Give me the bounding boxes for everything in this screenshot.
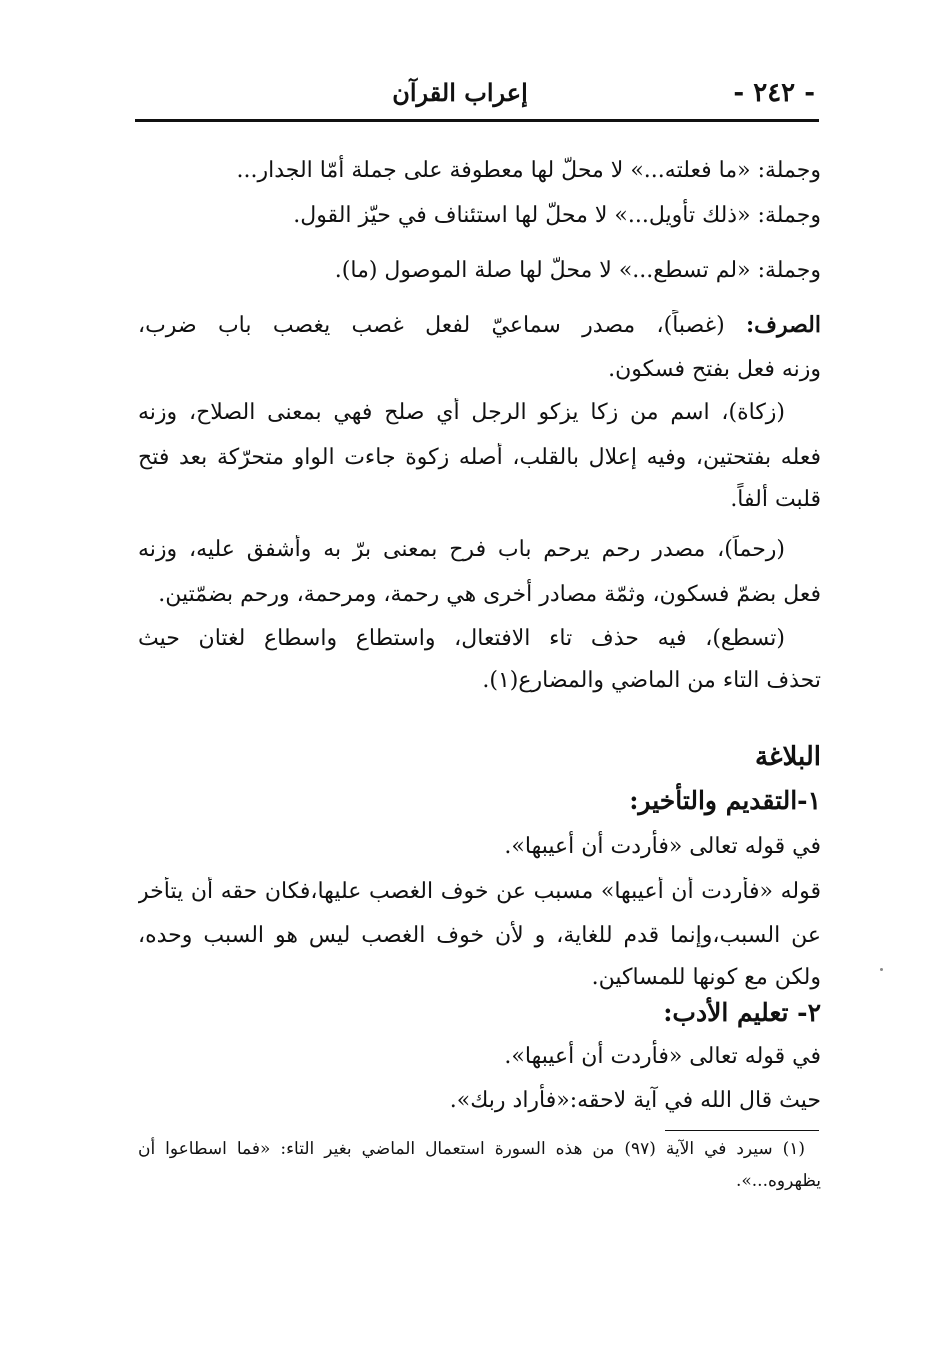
book-title: إعراب القرآن <box>392 78 528 107</box>
footnote-line-2: يظهروه...». <box>735 1171 821 1191</box>
s2-line-2: حيث قال الله في آية لاحقه:«فأراد ربك». <box>449 1088 821 1113</box>
s1-line-2: قوله «فأردت أن أعيبها» مسبب عن خوف الغصب عليها،فكان حقه أن يتأخر <box>138 879 821 904</box>
footnote-line-1: (١) سيرد في الآية (٩٧) من هذه السورة استعمال الماضي بغير التاء: «فما اسطاعوا أن <box>138 1139 805 1159</box>
s2-line-1: في قوله تعالى «فأردت أن أعيبها». <box>504 1044 821 1069</box>
line-5: وزنه فعل بفتح فسكون. <box>608 357 821 382</box>
sarf-text: (غصباً)، مصدر سماعيّ لفعل غصب يغصب باب ضرب، <box>138 313 725 338</box>
line-7: فعله بفتحتين، وفيه إعلال بالقلب، أصله زكوة جاءت الواو متحرّكة بعد فتح <box>138 445 821 470</box>
line-2: وجملة: «ذلك تأويل...» لا محلّ لها استئناف في حيّز القول. <box>293 203 821 228</box>
sarf-label: الصرف: <box>746 312 821 338</box>
s1-line-3: عن السبب،وإنما قدم للغاية، و لأن خوف الغصب ليس هو السبب وحده، <box>138 923 821 948</box>
page-number: - ٢٤٢ - <box>733 78 815 108</box>
line-11: (تسطع)، فيه حذف تاء الافتعال، واستطاع واسطاع لغتان حيث <box>138 626 785 651</box>
line-8: قلبت ألفاً. <box>730 487 821 512</box>
sarf-line <box>138 310 821 340</box>
s1-line-4: ولكن مع كونها للمساكين. <box>591 965 821 990</box>
line-12: تحذف التاء من الماضي والمضارع(١). <box>482 668 821 693</box>
header-rule <box>135 119 819 122</box>
footnote-rule <box>665 1130 819 1131</box>
scan-speck <box>880 968 883 971</box>
balagha-title: البلاغة <box>754 742 821 772</box>
line-10: فعل بضمّ فسكون، وثمّة مصادر أخرى هي رحمة، ومرحمة، ورحم بضمّتين. <box>158 582 821 607</box>
line-6: (زكاة)، اسم من زكا يزكو الرجل أي صلح فهي بمعنى الصلاح، وزنه <box>138 400 785 425</box>
section-1-heading: ١-التقديم والتأخير: <box>629 786 821 815</box>
section-2-heading: ٢- تعليم الأدب: <box>663 998 821 1027</box>
line-9: (رحماً)، مصدر رحم يرحم باب فرح بمعنى برّ به وأشفق عليه، وزنه <box>138 537 785 562</box>
line-1: وجملة: «ما فعلته...» لا محلّ لها معطوفة على جملة أمّا الجدار... <box>236 158 821 183</box>
line-3: وجملة: «لم تسطع...» لا محلّ لها صلة الموصول (ما). <box>334 258 821 283</box>
s1-line-1: في قوله تعالى «فأردت أن أعيبها». <box>504 834 821 859</box>
